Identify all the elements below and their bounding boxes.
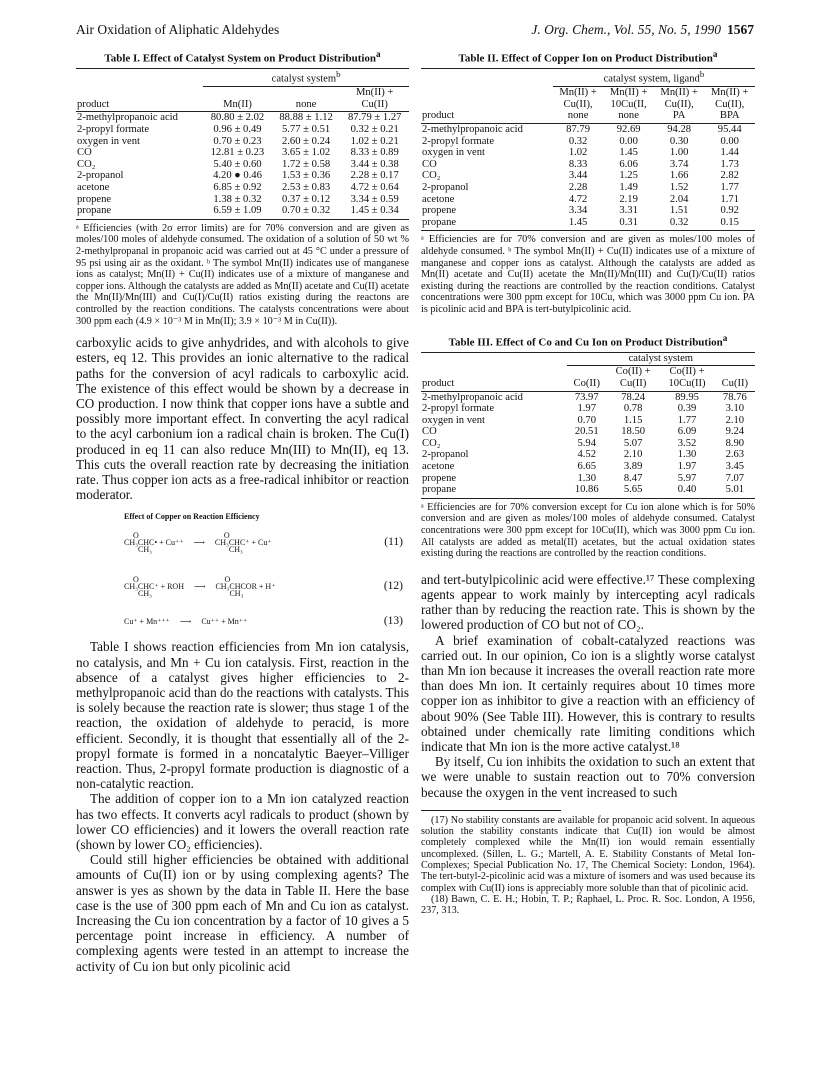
table-3-row bbox=[421, 415, 755, 427]
table-3-product-cell: CO bbox=[422, 426, 437, 438]
table-2-product-cell: acetone bbox=[422, 193, 455, 205]
left-body-text-2 bbox=[76, 639, 409, 973]
table-1-value-cell: 5.77 ± 0.51 bbox=[281, 124, 331, 136]
table-2-value-cell: 0.00 bbox=[720, 135, 739, 147]
table-1-value-cell: 0.96 ± 0.49 bbox=[213, 124, 262, 136]
table-3-value-cell: 3.89 bbox=[623, 461, 643, 473]
table-3-footnote: ᵃ Efficiencies are for 70% conversion except for Cu ion alone which is for 50% conversion and are given as moles/100 moles of aldehyde consumed. Catalyst concentrations were 300 ppm except for 10Cu(II), which was 3000 ppm Cu ion. All catalysts are added as metal(II) acetates, but the actual oxidation states existing during the reactions are controlled by the reaction conditions. bbox=[421, 498, 755, 560]
table-3-row bbox=[421, 426, 755, 438]
table-3-row bbox=[421, 473, 755, 485]
equation-11: O CH₃CHC• + Cu⁺⁺ CH₃ ⟶ O CH₃CHC⁺ + Cu⁺ CH₃ (11) bbox=[124, 530, 403, 554]
table-2-value-cell: 94.28 bbox=[667, 124, 692, 136]
table-2-grid: catalyst system, ligand$^b$ Mn(II) + Mn(II) + Mn(II) + Mn(II) + Cu(II), 10Cu(II, Cu(II), Cu(II), product none none PA BPA 2-methylpropanoic acid 87.79 92.69 94.28 95.44 2-propyl formate 0.32 0.00 0.30 0.00 oxygen in vent 1.02 1.45 1.00 1.44 CO 8.33 6.06 3.74 1.73 CO₂ 3.44 1.25 1.66 2.82 2-propanol 2.28 1.49 1.52 1.77 acetone 4.72 2.19 2.04 1.71 propene 3.34 3.31 1.51 0.92 propane 1.45 0.31 0.32 0.15 bbox=[421, 68, 755, 229]
table-1-col-header: product bbox=[76, 99, 203, 112]
table-2-value-cell: 1.00 bbox=[669, 147, 689, 159]
table-2-product-cell: CO bbox=[422, 158, 437, 170]
table-2-value-cell: 92.69 bbox=[616, 124, 641, 136]
table-1-product-cell: oxygen in vent bbox=[77, 135, 140, 147]
scheme-title: Effect of Copper on Reaction Efficiency bbox=[124, 512, 260, 522]
table-2-value-cell: 2.19 bbox=[619, 193, 638, 205]
table-1-value-cell: 0.32 ± 0.21 bbox=[350, 124, 399, 136]
footnote-18: (18) Bawn, C. E. H.; Hobin, T. P.; Raphael, L. Proc. R. Soc. London, A 1956, 237, 313. bbox=[421, 893, 755, 917]
table-2-value-cell: 95.44 bbox=[717, 124, 742, 136]
table-2-value-cell: 0.92 bbox=[720, 205, 739, 217]
paragraph: Table I shows reaction efficiencies from Mn ion catalysis, no catalysis, and Mn + Cu ion catalysis. First, reaction in the absence of a catalyst gives higher efficiencies to 2-methylpropanoic acid than do the reactions with catalysts. This is solely because the reaction rate is slower; thus stage 1 of the reaction, the oxidation of aldehyde to peracid, is more efficient. Secondly, it is thought that essentially all of the 2-propyl formate is formed in a noncatalytic Baeyer–Villiger reaction. Thus, 2-propyl formate production is diagnostic of a non-catalytic reaction. bbox=[76, 639, 409, 792]
arrow-icon: ⟶ bbox=[193, 537, 205, 547]
table-1-value-cell: 2.60 ± 0.24 bbox=[281, 135, 331, 147]
table-3-value-cell: 5.07 bbox=[623, 437, 643, 449]
paragraph: Could still higher efficiencies be obtained with additional amounts of Cu(II) ion or by using complexing agents? The answer is yes as shown by the data in Table II. Here the base case is the use of 300 ppm each of Mn and Cu ion as catalyst. Increasing the Cu ion concentration by a factor of 10 gives a 5 percentage point increase in efficiency. A number of complexing agents were tested in an attempt to increase the activity of Cu ion but only picolinic acid bbox=[76, 852, 409, 974]
table-2-value-cell: 8.33 bbox=[568, 158, 588, 170]
table-2-value-cell: 1.71 bbox=[720, 193, 739, 205]
table-3-col-header: Cu(II) bbox=[607, 378, 660, 391]
table-2-row bbox=[421, 205, 755, 217]
right-column bbox=[421, 48, 755, 917]
table-3-value-cell: 2.63 bbox=[725, 449, 745, 461]
header-journal: J. Org. Chem., Vol. 55, No. 5, 1990 bbox=[531, 22, 721, 37]
table-2-product-cell: oxygen in vent bbox=[422, 147, 485, 159]
table-3-value-cell: 0.78 bbox=[623, 403, 643, 415]
footnotes bbox=[421, 815, 755, 917]
table-3-product-cell: 2-methylpropanoic acid bbox=[422, 391, 523, 403]
table-1-value-cell: 0.70 ± 0.32 bbox=[281, 205, 331, 217]
table-1-value-cell: 87.79 ± 1.27 bbox=[347, 112, 402, 124]
table-1-value-cell: 80.80 ± 2.02 bbox=[210, 112, 265, 124]
table-1-col-header: Mn(II) + bbox=[355, 87, 394, 99]
table-1-product-cell: propane bbox=[77, 205, 112, 217]
table-3-value-cell: 2.10 bbox=[623, 449, 643, 461]
table-1-value-cell: 5.40 ± 0.60 bbox=[213, 158, 262, 170]
table-3-value-cell: 7.07 bbox=[725, 472, 745, 484]
table-1-row bbox=[76, 147, 409, 159]
table-3-value-cell: 0.70 bbox=[577, 414, 597, 426]
table-2-product-cell: 2-methylpropanoic acid bbox=[422, 124, 523, 136]
table-1-value-cell: 12.81 ± 0.23 bbox=[210, 147, 265, 159]
table-1-value-cell: 1.45 ± 0.34 bbox=[350, 205, 399, 217]
table-2-group-header: catalyst system, ligand$^b$ bbox=[553, 69, 755, 87]
table-2-col-header: BPA bbox=[704, 110, 755, 123]
left-body-text bbox=[76, 335, 409, 502]
table-2-caption: Table II. Effect of Copper Ion on Product Distribution$^a$ bbox=[458, 49, 718, 65]
table-1-value-cell: 1.38 ± 0.32 bbox=[213, 193, 262, 205]
table-1-row bbox=[76, 124, 409, 136]
table-3-product-cell: 2-propyl formate bbox=[422, 403, 495, 415]
table-2-value-cell: 87.79 bbox=[566, 124, 591, 136]
table-3-value-cell: 5.97 bbox=[677, 472, 697, 484]
table-2-row bbox=[421, 136, 755, 148]
paragraph: The addition of copper ion to a Mn ion catalyzed reaction has two effects. It converts acyl radicals to product (shown by lower CO efficiencies) and it lowers the overall reaction rate (shown by lower CO₂ efficiencies). bbox=[76, 791, 409, 853]
table-2-col-header: none bbox=[553, 110, 604, 123]
table-2-row bbox=[421, 170, 755, 182]
table-2-value-cell: 1.73 bbox=[720, 158, 739, 170]
left-column bbox=[76, 48, 409, 974]
table-1-value-cell: 2.28 ± 0.17 bbox=[350, 170, 399, 182]
table-1-product-cell: CO bbox=[77, 147, 92, 159]
table-1-value-cell: 0.70 ± 0.23 bbox=[213, 135, 262, 147]
table-2-value-cell: 0.30 bbox=[669, 135, 689, 147]
table-1-footnote: ᵃ Efficiencies (with 2σ error limits) are for 70% conversion and are given as moles/100 moles of aldehyde consumed. The oxidation of a solution of 50 wt % 2-methylpropanal in propanoic acid was carried out at 45 °C under a pressure of 95 psi using air as the oxidant. ᵇ The symbol Mn(II) indicates use of manganese ions as catalyst; Mn(II) + Cu(II) indicates use of a mixture of manganese and copper ions. Although the catalysts are added as Mn(II) acetate and Cu(II) acetate the Mn(II)/Mn(III) and Cu(I)/Cu(II) ratios existing during the reactons are controlled by the reaction conditions. The catalysts concentrations were about 300 ppm each (4.9 × 10⁻³ M in Mn(II); 3.9 × 10⁻³ M in Cu(II)). bbox=[76, 219, 409, 327]
equation-number: (11) bbox=[384, 536, 403, 549]
table-3-value-cell: 18.50 bbox=[621, 426, 646, 438]
table-3-value-cell: 1.30 bbox=[677, 449, 697, 461]
table-3-value-cell: 20.51 bbox=[574, 426, 599, 438]
table-2-product-cell: CO₂ bbox=[422, 170, 441, 182]
table-3-value-cell: 0.40 bbox=[677, 484, 697, 496]
table-3-value-cell: 3.52 bbox=[677, 437, 697, 449]
table-2-col-header: none bbox=[603, 110, 654, 123]
table-2-value-cell: 1.51 bbox=[669, 205, 689, 217]
table-3-value-cell: 3.45 bbox=[725, 461, 745, 473]
table-3-product-cell: CO₂ bbox=[422, 437, 441, 449]
table-2-value-cell: 2.04 bbox=[669, 193, 689, 205]
table-3-value-cell: 1.97 bbox=[577, 403, 597, 415]
table-3-row bbox=[421, 484, 755, 497]
table-2-row bbox=[421, 147, 755, 159]
table-2-value-cell: 0.32 bbox=[568, 135, 588, 147]
table-1-value-cell: 4.20 ● 0.46 bbox=[213, 170, 262, 182]
table-3-row bbox=[421, 391, 755, 403]
table-1-product-cell: 2-methylpropanoic acid bbox=[77, 112, 178, 124]
paragraph: and tert-butylpicolinic acid were effective.¹⁷ These complexing agents appear to work mainly by intercepting acyl radicals rather than by reducing the reaction rate. This is shown by the lowered production of CO but not of CO₂. bbox=[421, 571, 755, 633]
equation-12: O CH₃CHC⁺ + ROH CH₃ ⟶ O CH₃CHCOR + H⁺ CH₃ (12) bbox=[124, 574, 403, 598]
table-2-product-cell: propane bbox=[422, 216, 457, 228]
table-2-value-cell: 0.00 bbox=[619, 135, 638, 147]
table-3-col-header: 10Cu(II) bbox=[659, 378, 714, 391]
table-1-row bbox=[76, 194, 409, 206]
table-1 bbox=[76, 48, 409, 327]
table-2-value-cell: 0.31 bbox=[619, 216, 638, 228]
paragraph: By itself, Cu ion inhibits the oxidation to such an extent that we were unable to sustain reaction out to 70% conversion because the oxygen in the vent increased to such bbox=[421, 754, 755, 800]
table-3-row bbox=[421, 403, 755, 415]
table-2-value-cell: 6.06 bbox=[619, 158, 638, 170]
header-title: Air Oxidation of Aliphatic Aldehydes bbox=[76, 22, 280, 37]
footnote-17: (17) No stability constants are available for propanoic acid solvent. In aqueous solution the stability constants indicate that Cu(II) ion would be almost completely complexed while the Mn(II) ion would remain essentially uncomplexed. (Sillen, L. G.; Martell, A. E. Stability Constants of Metal Ion-Complexes; Special Publication No. 17, The Chemical Society: London, 1964). The tert-butyl-2-picolinic acid was a mixture of isomers and was used because its complex with Cu(II) ions is appreciably more soluble than that of picolinic acid. bbox=[421, 814, 755, 894]
table-2-value-cell: 1.02 bbox=[568, 147, 588, 159]
table-1-col-header: none bbox=[272, 99, 341, 112]
paragraph: A brief examination of cobalt-catalyzed reactions was carried out. In our opinion, Co ion is a slightly worse catalyst than Mn ion because it increases the overall reaction rate more than does Mn ion. It certainly requires about 10 times more copper ion as inhibitor to give a reaction with an efficiency of about 90% (See Table III). However, this is contrary to results obtained under chemically rate limiting conditions which indicate that Mn ion is the more active catalyst.¹⁸ bbox=[421, 632, 755, 755]
table-3-value-cell: 8.90 bbox=[725, 437, 745, 449]
equation-number: (13) bbox=[383, 615, 403, 628]
table-3-value-cell: 1.15 bbox=[623, 414, 643, 426]
table-2-value-cell: 0.15 bbox=[720, 216, 739, 228]
table-2-value-cell: 1.77 bbox=[720, 182, 739, 194]
table-3-product-cell: propene bbox=[422, 472, 457, 484]
table-1-product-cell: 2-propyl formate bbox=[77, 124, 150, 136]
running-header bbox=[76, 22, 754, 40]
table-3-value-cell: 78.76 bbox=[722, 391, 747, 403]
table-1-col-header: Mn(II) bbox=[203, 99, 272, 112]
table-3-product-cell: acetone bbox=[422, 461, 455, 473]
table-3-value-cell: 5.94 bbox=[577, 437, 597, 449]
table-3-row bbox=[421, 449, 755, 461]
table-2-value-cell: 2.28 bbox=[568, 182, 588, 194]
table-2-value-cell: 1.45 bbox=[568, 216, 588, 228]
table-2-col-header: product bbox=[421, 110, 553, 123]
table-1-caption: Table I. Effect of Catalyst System on Product Distribution$^a$ bbox=[104, 49, 381, 65]
table-1-value-cell: 8.33 ± 0.89 bbox=[350, 147, 399, 159]
table-3-value-cell: 4.52 bbox=[577, 449, 597, 461]
table-1-product-cell: 2-propanol bbox=[77, 170, 124, 182]
table-2-row bbox=[421, 182, 755, 194]
reaction-scheme bbox=[76, 512, 409, 629]
table-3-value-cell: 10.86 bbox=[574, 484, 599, 496]
header-journal-block bbox=[531, 22, 754, 40]
equation-number: (12) bbox=[383, 580, 403, 593]
table-1-product-cell: CO₂ bbox=[77, 158, 96, 170]
table-3-grid: catalyst system Co(II) + Co(II) + product Co(II) Cu(II) 10Cu(II) Cu(II) 2-methylpropanoic acid 73.97 78.24 89.95 78.76 2-propyl formate 1.97 0.78 0.39 3.10 oxygen in vent 0.70 1.15 1.77 2.10 CO 20.51 18.50 6.09 9.24 CO₂ 5.94 5.07 3.52 8.90 2-propanol 4.52 2.10 1.30 2.63 acetone 6.65 3.89 1.97 3.45 propene 1.30 8.47 5.97 7.07 propane 10.86 5.65 0.40 5.01 bbox=[421, 352, 755, 497]
table-3 bbox=[421, 332, 755, 560]
table-3-value-cell: 8.47 bbox=[623, 472, 643, 484]
table-1-value-cell: 6.59 ± 1.09 bbox=[213, 205, 262, 217]
table-2 bbox=[421, 48, 755, 316]
table-2-value-cell: 1.49 bbox=[619, 182, 638, 194]
table-2-product-cell: 2-propyl formate bbox=[422, 135, 495, 147]
table-2-product-cell: 2-propanol bbox=[422, 182, 469, 194]
table-3-col-header: Co(II) bbox=[567, 378, 607, 391]
table-1-value-cell: 3.34 ± 0.59 bbox=[350, 193, 399, 205]
table-1-value-cell: 3.44 ± 0.38 bbox=[350, 158, 399, 170]
table-3-value-cell: 0.39 bbox=[677, 403, 697, 415]
table-1-product-cell: acetone bbox=[77, 182, 110, 194]
table-3-value-cell: 6.09 bbox=[677, 426, 697, 438]
table-1-value-cell: 1.72 ± 0.58 bbox=[281, 158, 331, 170]
table-1-row bbox=[76, 136, 409, 148]
table-2-value-cell: 3.34 bbox=[568, 205, 588, 217]
table-3-value-cell: 1.30 bbox=[577, 472, 597, 484]
table-2-row bbox=[421, 159, 755, 171]
table-2-value-cell: 0.32 bbox=[669, 216, 689, 228]
right-body-text bbox=[421, 572, 755, 800]
table-2-row bbox=[421, 194, 755, 206]
table-1-row bbox=[76, 170, 409, 182]
table-2-value-cell: 1.44 bbox=[720, 147, 739, 159]
table-1-grid bbox=[76, 68, 409, 218]
table-3-value-cell: 1.97 bbox=[677, 461, 697, 473]
table-1-row bbox=[76, 159, 409, 171]
table-2-value-cell: 4.72 bbox=[568, 193, 588, 205]
table-3-product-cell: 2-propanol bbox=[422, 449, 469, 461]
table-3-value-cell: 5.65 bbox=[623, 484, 643, 496]
table-2-value-cell: 2.82 bbox=[720, 170, 739, 182]
equation-13: Cu⁺ + Mn⁺⁺⁺ ⟶ Cu⁺⁺ + Mn⁺⁺ (13) bbox=[124, 615, 403, 628]
table-2-value-cell: 1.45 bbox=[619, 147, 638, 159]
table-3-caption: Table III. Effect of Co and Cu Ion on Product Distribution$^a$ bbox=[448, 332, 728, 349]
table-2-col-header: PA bbox=[654, 110, 705, 123]
table-1-row bbox=[76, 205, 409, 218]
table-3-value-cell: 78.24 bbox=[621, 391, 646, 403]
table-3-product-cell: oxygen in vent bbox=[422, 414, 485, 426]
table-3-group-header: catalyst system bbox=[567, 352, 755, 366]
table-3-value-cell: 3.10 bbox=[725, 403, 745, 415]
page-number: 1567 bbox=[727, 22, 754, 37]
table-3-row bbox=[421, 438, 755, 450]
table-2-value-cell: 1.25 bbox=[619, 170, 638, 182]
table-1-product-cell: propene bbox=[77, 193, 112, 205]
table-3-value-cell: 73.97 bbox=[574, 391, 599, 403]
table-3-product-cell: propane bbox=[422, 484, 457, 496]
table-3-value-cell: 6.65 bbox=[577, 461, 597, 473]
table-2-value-cell: 1.52 bbox=[669, 182, 689, 194]
table-3-col-header: Cu(II) bbox=[715, 378, 755, 391]
table-1-col-header: Cu(II) bbox=[340, 99, 409, 112]
table-3-row bbox=[421, 461, 755, 473]
table-1-value-cell: 6.85 ± 0.92 bbox=[213, 182, 262, 194]
table-3-col-header: product bbox=[421, 378, 567, 391]
table-1-value-cell: 88.88 ± 1.12 bbox=[279, 112, 333, 124]
table-3-value-cell: 1.77 bbox=[677, 414, 697, 426]
arrow-icon: ⟶ bbox=[193, 581, 206, 591]
table-1-value-cell: 1.02 ± 0.21 bbox=[350, 135, 399, 147]
table-1-value-cell: 1.53 ± 0.36 bbox=[281, 170, 331, 182]
table-1-value-cell: 0.37 ± 0.12 bbox=[281, 193, 331, 205]
table-2-value-cell: 3.31 bbox=[619, 205, 638, 217]
table-2-footnote: ᵃ Efficiencies are for 70% conversion and are given as moles/100 moles of aldehyde consumed. ᵇ The symbol Mn(II) + Cu(II) indicates use of a mixture of manganese and copper ions as catalyst. Although the catalysts are added as Mn(II) acetate and Cu(II) acetate the Mn(II)/Mn(III) and Cu(I)/Cu(II) ratios existing during the reactions are controlled by the reaction conditions. Catalyst concentrations were 300 ppm except for 10Cu, which was 3000 ppm Cu ion. PA is picolinic acid and BPA is tert-butylpicolinic acid. bbox=[421, 230, 755, 315]
paragraph: carboxylic acids to give anhydrides, and with alcohols to give esters, eq 12. This provides an ionic alternative to the radical paths for the conversion of acyl radicals to carboxylic acid. The existence of this effect would be shown by a decrease in CO production. I now think that copper ions have a subtle and possibly more important effect. In converting the acyl radical to the acyl carbonium ion a radical chain is broken. The Cu(I) produced in eq 11 can also reduce Mn(III) to Mn(II), eq 13. This cuts the overall reaction rate by decreasing the initiation rate. Thus copper ion acts as a free-radical inhibitor or reaction moderator. bbox=[76, 335, 409, 503]
table-2-value-cell: 1.66 bbox=[669, 170, 689, 182]
table-2-product-cell: propene bbox=[422, 205, 457, 217]
table-2-row bbox=[421, 124, 755, 136]
table-3-value-cell: 2.10 bbox=[725, 414, 745, 426]
table-2-value-cell: 3.74 bbox=[669, 158, 689, 170]
arrow-icon: ⟶ bbox=[179, 616, 192, 626]
table-3-value-cell: 9.24 bbox=[725, 426, 745, 438]
table-3-value-cell: 89.95 bbox=[675, 391, 699, 403]
table-1-group-header: catalyst system$^b$ bbox=[203, 69, 409, 87]
table-3-value-cell: 5.01 bbox=[725, 484, 745, 496]
table-1-value-cell: 2.53 ± 0.83 bbox=[281, 182, 331, 194]
table-1-value-cell: 3.65 ± 1.02 bbox=[281, 147, 331, 159]
table-2-value-cell: 3.44 bbox=[568, 170, 588, 182]
table-2-row bbox=[421, 217, 755, 230]
footnote-rule bbox=[421, 810, 561, 811]
table-1-row bbox=[76, 182, 409, 194]
table-1-value-cell: 4.72 ± 0.64 bbox=[350, 182, 399, 194]
table-1-row bbox=[76, 112, 409, 124]
